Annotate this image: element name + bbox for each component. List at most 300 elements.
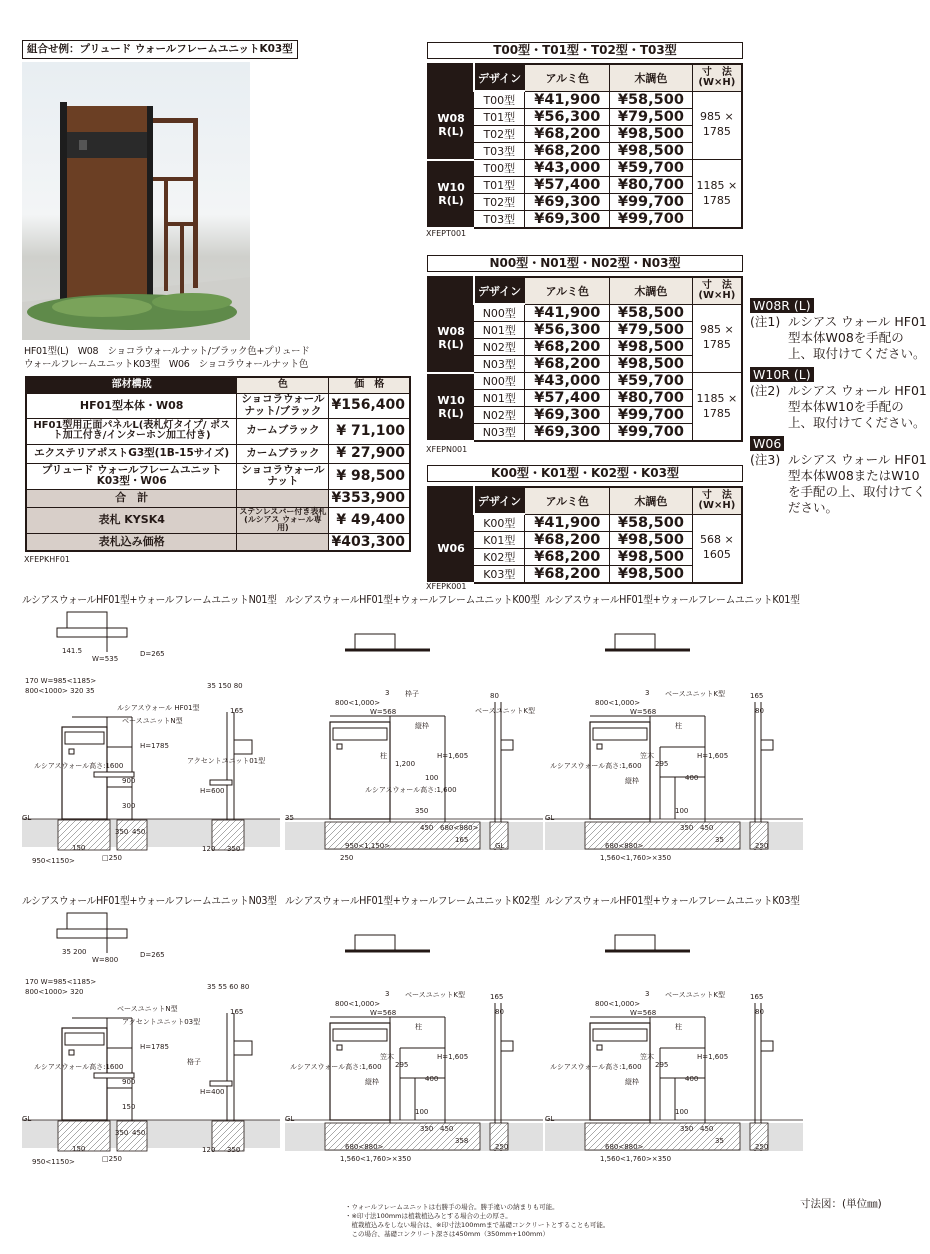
total-row: [26, 489, 410, 507]
dimension-label: W=568: [370, 708, 397, 716]
dimension-label: 笠木: [380, 1053, 394, 1061]
header-design: デザイン: [474, 64, 525, 91]
dimension-label: 165: [750, 692, 764, 700]
dimension-label: 680<880>: [440, 824, 479, 832]
dimension-label: 900: [122, 1078, 136, 1086]
alumi-price: ¥41,900: [525, 514, 610, 532]
wood-price: ¥79,500: [610, 109, 693, 126]
dimension-label: 35: [715, 836, 724, 844]
design-type: K01型: [474, 532, 525, 549]
alumi-price: ¥69,300: [525, 407, 610, 424]
alumi-price: ¥57,400: [525, 390, 610, 407]
wood-price: ¥98,500: [610, 126, 693, 143]
width-label: W06: [428, 514, 474, 583]
dimension-label: 680<880>: [605, 1143, 644, 1151]
dimension-label: 3: [385, 689, 390, 697]
alumi-price: ¥57,400: [525, 177, 610, 194]
part-price: ¥ 71,100: [329, 418, 410, 444]
alumi-price: ¥68,200: [525, 339, 610, 356]
dimension-label: ルシアスウォール高さ:1,600: [550, 762, 642, 770]
dimension-label: 800<1,000>: [595, 699, 641, 707]
width-label: W10 R(L): [428, 373, 474, 442]
dimension-label: 35: [715, 1137, 724, 1145]
dimension-label: W=568: [370, 1009, 397, 1017]
dimension-label: H=1785: [140, 742, 169, 750]
design-type: K03型: [474, 566, 525, 584]
design-type: N03型: [474, 424, 525, 442]
dimension-label: H=1,605: [697, 1053, 729, 1061]
note-label: (注2): [750, 383, 781, 398]
alumi-price: ¥41,900: [525, 91, 610, 109]
caption-line: ウォールフレームユニットK03型 W06 ショコラウォールナット色: [24, 359, 309, 370]
alumi-price: ¥56,300: [525, 322, 610, 339]
part-color: ショコラウォール ナット/ブラック: [237, 393, 329, 418]
footnote: ・※印寸法100mmは植栽植込みとする場合の土の厚さ。: [345, 1212, 512, 1220]
dimension-label: 枠子: [405, 690, 419, 698]
design-type: N03型: [474, 356, 525, 373]
footnote: この場合、基礎コンクリート深さは450mm（350mm+100mm）: [345, 1230, 550, 1238]
note-tag: W08R (L): [750, 298, 814, 313]
dimension-label: D=265: [140, 650, 165, 658]
dimension-label: W=800: [92, 956, 119, 964]
dimension-label: 35: [285, 814, 294, 822]
dimension-label: 柱: [415, 1023, 422, 1031]
wood-price: ¥99,700: [610, 194, 693, 211]
dimension-label: 800<1000> 320: [25, 988, 84, 996]
header-size: 寸 法 (W×H): [692, 64, 742, 91]
dimension-label: 350: [680, 1125, 694, 1133]
dimension-label: ルシアスウォール高さ:1,600: [290, 1063, 382, 1071]
header-size: 寸 法 (W×H): [692, 277, 742, 304]
parts-table-code: XFEPKHF01: [24, 555, 71, 564]
wood-price: ¥58,500: [610, 514, 693, 532]
table-row: [428, 373, 742, 390]
wood-price: ¥98,500: [610, 339, 693, 356]
wood-price: ¥98,500: [610, 143, 693, 160]
alumi-price: ¥41,900: [525, 304, 610, 322]
wood-price: ¥79,500: [610, 322, 693, 339]
dimension-label: W=568: [630, 708, 657, 716]
caption-line: HF01型(L) W08 ショコラウォールナット/ブラック色+プリュード: [24, 346, 310, 357]
footnote: 植栽植込みをしない場合は、※印寸法100mmまで基礎コンクリートとすることも可能。: [345, 1221, 610, 1229]
dimension-label: H=1,605: [437, 752, 469, 760]
dimension-label: 450: [440, 1125, 454, 1133]
table-row: [428, 91, 742, 109]
design-type: T01型: [474, 177, 525, 194]
nameplate-color: ステンレスバー付き表札 (ルシアス ウォール専用): [237, 507, 329, 533]
alumi-price: ¥68,200: [525, 566, 610, 584]
note-tag: W10R (L): [750, 367, 814, 382]
design-type: T00型: [474, 160, 525, 177]
design-type: N02型: [474, 407, 525, 424]
dimension-label: 350: [680, 824, 694, 832]
wood-price: ¥99,700: [610, 407, 693, 424]
wood-price: ¥98,500: [610, 566, 693, 584]
alumi-price: ¥56,300: [525, 109, 610, 126]
note-label: (注3): [750, 452, 781, 467]
dimension-label: 165: [490, 993, 504, 1001]
dimension-label: 165: [230, 1008, 244, 1016]
corner-cell: [428, 487, 474, 514]
dimension-label: 縦枠: [415, 722, 429, 730]
parts-price-table: [25, 376, 411, 552]
design-type: N02型: [474, 339, 525, 356]
drawing-title: ルシアスウォールHF01型+ウォールフレームユニットK01型: [545, 594, 800, 606]
dimension-label: 80: [490, 692, 499, 700]
wood-price: ¥59,700: [610, 373, 693, 390]
design-type: N00型: [474, 304, 525, 322]
empty-cell: [237, 533, 329, 551]
dimension-label: 100: [425, 774, 439, 782]
price-table-code: XFEPT001: [426, 229, 467, 238]
dimension-label: 80: [755, 707, 764, 715]
alumi-price: ¥68,200: [525, 126, 610, 143]
dimension-label: GL: [545, 1115, 555, 1123]
part-item: HF01型用正面パネルL(表札灯タイプ/ ポスト加工付き/インターホン加工付き): [26, 418, 237, 444]
dimension-label: 800<1,000>: [595, 1000, 641, 1008]
dimension-label: 800<1,000>: [335, 699, 381, 707]
dimension-label: 400: [425, 1075, 439, 1083]
dimension-label: 350: [227, 1146, 241, 1154]
size-value: 1185 × 1785: [692, 373, 742, 442]
dimension-label: 350: [227, 845, 241, 853]
dimension-label: 3: [645, 689, 650, 697]
design-type: N01型: [474, 390, 525, 407]
dimension-label: 120: [202, 1146, 216, 1154]
note-text: ルシアス ウォール HF01型本体W08またはW10を手配の上、取付けてください。: [788, 452, 927, 515]
dimension-label: 250: [755, 1143, 769, 1151]
drawing-title: ルシアスウォールHF01型+ウォールフレームユニットN03型: [22, 895, 277, 907]
empty-cell: [237, 489, 329, 507]
dimension-label: □250: [102, 854, 122, 862]
dimension-label: 450: [700, 1125, 714, 1133]
drawing-lines: [22, 893, 280, 1183]
dimension-label: 35 200: [62, 948, 87, 956]
nameplate-row: [26, 507, 410, 533]
price-table: [427, 486, 743, 584]
nameplate-label: 表札 KYSK4: [26, 507, 237, 533]
header-alumi: アルミ色: [525, 487, 610, 514]
dimension-label: 1,560<1,760>×350: [600, 854, 672, 862]
header-design: デザイン: [474, 277, 525, 304]
header-color: 色: [237, 377, 329, 393]
dimension-label: ルシアスウォール HF01型: [117, 704, 200, 712]
wood-price: ¥58,500: [610, 91, 693, 109]
dimension-label: 150: [72, 844, 86, 852]
note-block: [750, 364, 928, 431]
drawing-lines: [545, 592, 803, 882]
dimension-label: 950<1150>: [32, 1158, 75, 1166]
price-table-code: XFEPN001: [426, 445, 468, 454]
drawing-k-type: [285, 592, 543, 882]
dimension-label: 295: [395, 1061, 409, 1069]
footnotes: [345, 1203, 609, 1239]
price-table-title: N00型・N01型・N02型・N03型: [427, 255, 743, 272]
drawing-lines: [545, 893, 803, 1183]
dimension-label: 3: [645, 990, 650, 998]
dimension-label: ベースユニットN型: [122, 717, 183, 725]
dimension-label: 450: [132, 828, 146, 836]
table-row: [26, 463, 410, 489]
size-value: 985 × 1785: [692, 304, 742, 373]
design-type: T00型: [474, 91, 525, 109]
dimension-label: 35 150 80: [207, 682, 243, 690]
design-type: T01型: [474, 109, 525, 126]
design-type: N01型: [474, 322, 525, 339]
dimension-label: W=535: [92, 655, 119, 663]
dimension-label: 400: [685, 774, 699, 782]
dimension-label: 笠木: [640, 752, 654, 760]
part-price: ¥ 27,900: [329, 444, 410, 463]
dimension-label: 950<1,150>: [345, 842, 391, 850]
drawing-title: ルシアスウォールHF01型+ウォールフレームユニットK03型: [545, 895, 800, 907]
price-table-code: XFEPK001: [426, 582, 467, 591]
drawing-title: ルシアスウォールHF01型+ウォールフレームユニットK02型: [285, 895, 540, 907]
dimension-label: H=600: [200, 787, 225, 795]
total-price: ¥353,900: [329, 489, 410, 507]
table-row: [26, 393, 410, 418]
dimension-label: 450: [132, 1129, 146, 1137]
drawing-title: ルシアスウォールHF01型+ウォールフレームユニットK00型: [285, 594, 540, 606]
dimension-label: 80: [495, 1008, 504, 1016]
dimension-label: GL: [545, 814, 555, 822]
table-row: [428, 304, 742, 322]
design-type: T03型: [474, 143, 525, 160]
table-row: [26, 444, 410, 463]
wood-price: ¥98,500: [610, 549, 693, 566]
dimension-label: ルシアスウォール高さ:1,600: [365, 786, 457, 794]
drawing-k-type: [285, 893, 543, 1183]
dimension-label: 笠木: [640, 1053, 654, 1061]
design-type: K00型: [474, 514, 525, 532]
dimension-label: GL: [22, 1115, 32, 1123]
wood-price: ¥59,700: [610, 160, 693, 177]
dimension-label: アクセントユニット01型: [187, 757, 266, 765]
dimension-label: 250: [755, 842, 769, 850]
dimension-label: 1,560<1,760>×350: [600, 1155, 672, 1163]
price-table: [427, 276, 743, 442]
dimension-label: 350: [115, 828, 129, 836]
unit-label: 寸法図：(単位㎜): [800, 1198, 882, 1210]
dimension-label: GL: [495, 842, 505, 850]
dimension-label: 250: [340, 854, 354, 862]
grand-total-price: ¥403,300: [329, 533, 410, 551]
dimension-label: 柱: [675, 1023, 682, 1031]
dimension-label: ベースユニットK型: [475, 707, 535, 715]
grand-total-label: 表札込み価格: [26, 533, 237, 551]
width-label: W08 R(L): [428, 304, 474, 373]
width-label: W10 R(L): [428, 160, 474, 229]
dimension-label: ベースユニットK型: [665, 690, 725, 698]
dimension-label: 100: [675, 807, 689, 815]
corner-cell: [428, 64, 474, 91]
dimension-label: アクセントユニット03型: [122, 1018, 201, 1026]
alumi-price: ¥69,300: [525, 211, 610, 229]
part-item: プリュード ウォールフレームユニット K03型・W06: [26, 463, 237, 489]
total-label: 合 計: [26, 489, 237, 507]
wood-price: ¥58,500: [610, 304, 693, 322]
note-text: ルシアス ウォール HF01型本体W10を手配の上、取付けてください。: [788, 383, 927, 430]
dimension-label: ルシアスウォール高さ:1600: [34, 762, 124, 770]
dimension-label: 165: [230, 707, 244, 715]
price-table-title: T00型・T01型・T02型・T03型: [427, 42, 743, 59]
dimension-label: 170 W=985<1185>: [25, 978, 97, 986]
table-row: [428, 514, 742, 532]
dimension-label: 80: [755, 1008, 764, 1016]
table-row: [428, 160, 742, 177]
alumi-price: ¥43,000: [525, 160, 610, 177]
dimension-label: 450: [700, 824, 714, 832]
size-value: 1185 × 1785: [692, 160, 742, 229]
note-text: ルシアス ウォール HF01型本体W08を手配の上、取付けてください。: [788, 314, 927, 361]
notes: [750, 295, 928, 518]
header-design: デザイン: [474, 487, 525, 514]
part-price: ¥ 98,500: [329, 463, 410, 489]
dimension-label: H=400: [200, 1088, 225, 1096]
dimension-label: 100: [415, 1108, 429, 1116]
dimension-label: 680<880>: [605, 842, 644, 850]
dimension-label: 680<880>: [345, 1143, 384, 1151]
drawing-lines: [285, 893, 543, 1183]
dimension-label: 900: [122, 777, 136, 785]
price-table: [427, 63, 743, 229]
wood-price: ¥98,500: [610, 532, 693, 549]
part-color: ショコラウォール ナット: [237, 463, 329, 489]
dimension-label: 格子: [187, 1058, 201, 1066]
drawing-title: ルシアスウォールHF01型+ウォールフレームユニットN01型: [22, 594, 277, 606]
design-type: T03型: [474, 211, 525, 229]
dimension-label: GL: [22, 814, 32, 822]
dimension-label: ベースユニットK型: [665, 991, 725, 999]
dimension-label: □250: [102, 1155, 122, 1163]
grand-total-row: [26, 533, 410, 551]
nameplate-price: ¥ 49,400: [329, 507, 410, 533]
design-type: N00型: [474, 373, 525, 390]
dimension-label: D=265: [140, 951, 165, 959]
dimension-label: 358: [455, 1137, 469, 1145]
drawing-lines: [285, 592, 543, 882]
corner-cell: [428, 277, 474, 304]
design-type: T02型: [474, 126, 525, 143]
dimension-label: 165: [750, 993, 764, 1001]
dimension-label: 1,560<1,760>×350: [340, 1155, 412, 1163]
alumi-price: ¥68,200: [525, 549, 610, 566]
part-item: HF01型本体・W08: [26, 393, 237, 418]
part-price: ¥156,400: [329, 393, 410, 418]
dimension-label: H=1,605: [437, 1053, 469, 1061]
wood-price: ¥80,700: [610, 390, 693, 407]
alumi-price: ¥43,000: [525, 373, 610, 390]
dimension-label: 350: [415, 807, 429, 815]
photo-caption: [24, 345, 309, 371]
dimension-label: H=1785: [140, 1043, 169, 1051]
dimension-label: 450: [420, 824, 434, 832]
design-type: T02型: [474, 194, 525, 211]
dimension-label: 350: [115, 1129, 129, 1137]
dimension-label: 800<1,000>: [335, 1000, 381, 1008]
dimension-label: 800<1000> 320 35: [25, 687, 95, 695]
note-tag: W06: [750, 436, 784, 451]
dimension-label: ベースユニットN型: [117, 1005, 178, 1013]
dimension-label: 141.5: [62, 647, 83, 655]
price-table-title: K00型・K01型・K02型・K03型: [427, 465, 743, 482]
dimension-label: 柱: [380, 752, 387, 760]
dimension-label: ルシアスウォール高さ:1600: [34, 1063, 124, 1071]
dimension-label: 35 55 60 80: [207, 983, 250, 991]
dimension-label: 950<1150>: [32, 857, 75, 865]
table-row: [26, 418, 410, 444]
wood-price: ¥98,500: [610, 356, 693, 373]
note-label: (注1): [750, 314, 781, 329]
header-price: 価 格: [329, 377, 410, 393]
part-item: エクステリアポストG3型(1B-15サイズ): [26, 444, 237, 463]
alumi-price: ¥68,200: [525, 143, 610, 160]
alumi-price: ¥69,300: [525, 424, 610, 442]
dimension-label: 3: [385, 990, 390, 998]
drawing-lines: [22, 592, 280, 882]
dimension-label: 350: [420, 1125, 434, 1133]
dimension-label: 250: [495, 1143, 509, 1151]
dimension-label: 150: [122, 1103, 136, 1111]
wood-price: ¥80,700: [610, 177, 693, 194]
dimension-label: H=1,605: [697, 752, 729, 760]
header-wood: 木調色: [610, 277, 693, 304]
dimension-label: ベースユニットK型: [405, 991, 465, 999]
note-block: [750, 295, 928, 362]
width-label: W08 R(L): [428, 91, 474, 160]
header-size: 寸 法 (W×H): [692, 487, 742, 514]
drawing-k-type: [545, 592, 803, 882]
product-photo: [22, 62, 250, 340]
footnote: ・ウォールフレームユニットは右勝手の場合。勝手違いの納まりも可能。: [345, 1203, 559, 1211]
drawing-n-type: [22, 893, 280, 1183]
dimension-label: 縦枠: [625, 777, 639, 785]
size-value: 985 × 1785: [692, 91, 742, 160]
wood-price: ¥99,700: [610, 211, 693, 229]
dimension-label: 1,200: [395, 760, 416, 768]
header-wood: 木調色: [610, 487, 693, 514]
part-color: カームブラック: [237, 418, 329, 444]
dimension-label: 120: [202, 845, 216, 853]
wood-price: ¥99,700: [610, 424, 693, 442]
dimension-label: 300: [122, 802, 136, 810]
dimension-label: 100: [675, 1108, 689, 1116]
alumi-price: ¥69,300: [525, 194, 610, 211]
header-parts: 部材構成: [26, 377, 237, 393]
alumi-price: ¥68,200: [525, 356, 610, 373]
header-wood: 木調色: [610, 64, 693, 91]
header-alumi: アルミ色: [525, 64, 610, 91]
note-block: [750, 433, 928, 516]
dimension-label: 400: [685, 1075, 699, 1083]
dimension-label: 165: [455, 836, 469, 844]
drawing-n-type: [22, 592, 280, 882]
dimension-label: 縦枠: [625, 1078, 639, 1086]
dimension-label: ルシアスウォール高さ:1,600: [550, 1063, 642, 1071]
dimension-label: W=568: [630, 1009, 657, 1017]
dimension-label: 柱: [675, 722, 682, 730]
header-alumi: アルミ色: [525, 277, 610, 304]
design-type: K02型: [474, 549, 525, 566]
size-value: 568 × 1605: [692, 514, 742, 583]
part-color: カームブラック: [237, 444, 329, 463]
photo-title: 組合せ例：プリュード ウォールフレームユニットK03型: [22, 40, 298, 59]
dimension-label: 295: [655, 760, 669, 768]
dimension-label: 295: [655, 1061, 669, 1069]
dimension-label: 150: [72, 1145, 86, 1153]
dimension-label: 縦枠: [365, 1078, 379, 1086]
drawing-k-type: [545, 893, 803, 1183]
